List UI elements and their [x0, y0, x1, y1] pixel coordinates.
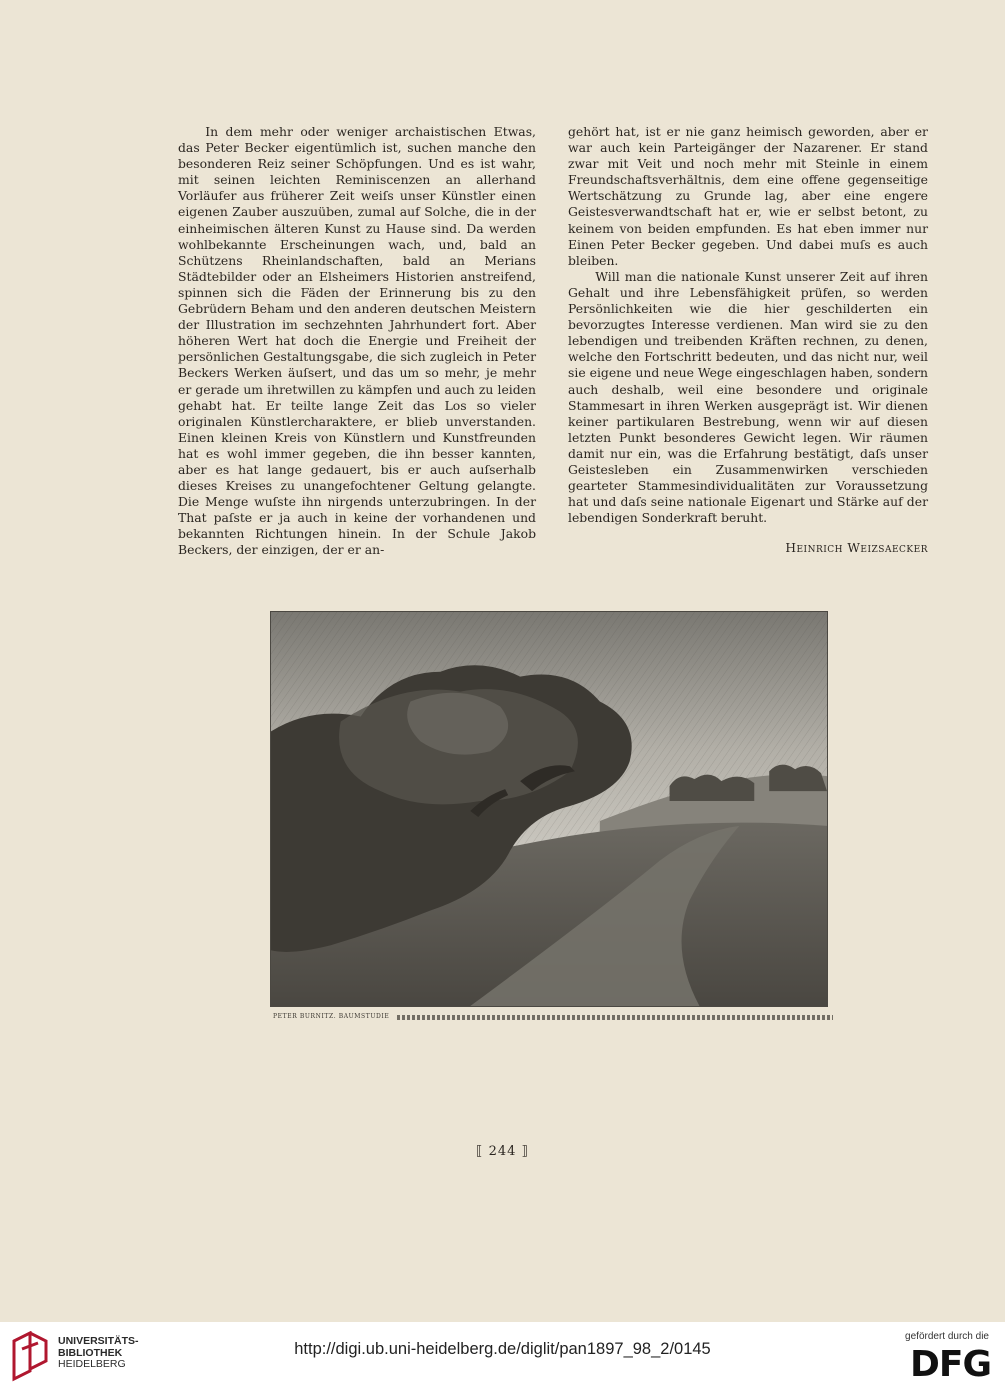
dfg-logo[interactable]: DFG	[909, 1344, 991, 1385]
page-number-value: 244	[488, 1144, 517, 1159]
paragraph: Will man die nationale Kunst unserer Zeit auf ihren Gehalt und ihre Lebensfähigkeit prüfen, so werden Persönlichkeiten wie die hier geschilderten ein bevorzugtes Interesse verdienen. Man wird sie zu den lebendigen und treibenden Kräften rechnen, zu denen, welche den Fortschritt bedeuten, und das nicht nur, weil sie eigene und neue Wege eingeschlagen haben, sondern auch deshalb, weil eine besondere und originale Stammesart in ihren Werken ausgeprägt ist. Wir dienen keiner partikularen Bestrebung, wenn wir auf diesen letzten Punkt besonderes Gewicht legen. Wir räumen damit nur ein, was die Erfahrung bestätigt, daſs unser Geistesleben ein Zusammenwirken verschieden gearteter Stammesindividualitäten zur Voraussetzung hat und daſs seine nationale Eigenart und Stärke auf der lebendigen Sonderkraft beruht.	[568, 268, 928, 526]
permalink-url[interactable]: http://digi.ub.uni-heidelberg.de/diglit/pan1897_98_2/0145	[294, 1340, 711, 1358]
funded-by-label: gefördert durch die	[905, 1331, 989, 1342]
library-name-line-2: BIBLIOTHEK	[58, 1346, 123, 1359]
bracket-left-icon: ⟦	[476, 1144, 484, 1159]
library-name-line-1: UNIVERSITÄTS-	[58, 1335, 139, 1347]
caption-ornament	[397, 1015, 833, 1020]
illustration-caption: PETER BURNITZ. BAUMSTUDIE	[273, 1013, 390, 1020]
paragraph: gehört hat, ist er nie ganz heimisch geworden, aber er war auch kein Parteigänger der Nazarener. Er stand zwar mit Veit und noch mehr mit Steinle in einem Freundschaftsverhältnis, dem eine offene gegenseitige Wertschätzung zu Grunde lag, aber eine engere Geistesverwandtschaft hat er, wie er selbst betont, zu keinem von beiden empfunden. Es hat eben immer nur Einen Peter Becker gegeben. Und dabei muſs es auch bleiben.	[568, 124, 928, 268]
text-column-left	[178, 124, 536, 559]
landscape-etching-icon	[271, 612, 827, 1006]
illustration-plate	[270, 611, 828, 1007]
library-name-line-3: HEIDELBERG	[58, 1358, 126, 1370]
author-signature: Heinrich Weizsaecker	[785, 541, 928, 556]
paragraph: In dem mehr oder weniger archaistischen Etwas, das Peter Becker eigentümlich ist, suchen manche den besonderen Reiz seiner Schöpfungen. Und es ist wahr, mit seinen leichten Reminiscenzen an allerhand Vorläufer aus früherer Zeit weiſs unser Künstler einen eigenen Zauber auszuüben, zumal auf Solche, die in der einheimischen älteren Kunst zu Hause sind. Da werden wohlbekannte Erscheinungen wach, und, bald an Schützens Rheinlandschaften, bald an Merians Städtebilder oder an Elsheimers Historien anstreifend, spinnen sich die Fäden der Erinnerung bis zu den Gebrüdern Beham und den anderen deutschen Meistern der Illustration im sechzehnten Jahrhundert fort. Aber höheren Wert hat doch die Energie und Freiheit der persönlichen Gestaltungsgabe, die sich zugleich in Peter Beckers Werken äuſsert, und das um so mehr, je mehr er gerade um ihretwillen zu kämpfen und auch zu leiden gehabt hat. Er teilte lange Zeit das Los so vieler originalen Künstlercharaktere, er blieb unverstanden. Einen kleinen Kreis von Künstlern und Kunstfreunden hat es wohl immer gegeben, die ihn besser kannten, aber es hat lange gedauert, bis er auch auſserhalb dieses Kreises zu unangefochtener Geltung gelangte. Die Menge wuſste ihn nirgends unterzubringen. In der That paſste er ja auch in keine der vorhandenen und bekannten Richtungen hinein. In der Schule Jakob Beckers, der einzigen, der er an-	[178, 124, 536, 558]
bracket-right-icon: ⟧	[521, 1144, 529, 1159]
page-number	[0, 1144, 1005, 1159]
text-column-right	[568, 124, 928, 556]
